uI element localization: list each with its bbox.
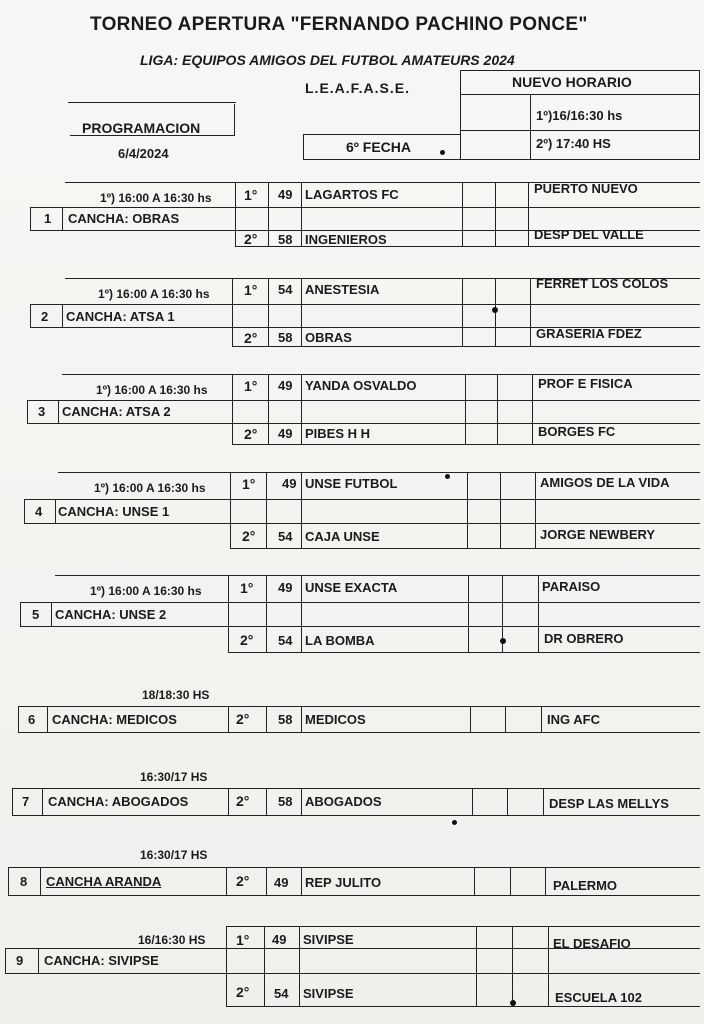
block-8-number: 8 <box>20 874 28 889</box>
block-9-match-1-away: EL DESAFIO <box>553 936 631 951</box>
block-5-match-2-away: DR OBRERO <box>544 631 624 646</box>
ink-speck <box>452 820 457 825</box>
ink-speck <box>440 150 445 155</box>
block-1-match-2-away: DESP DEL VALLE <box>534 227 644 242</box>
ink-speck <box>492 307 498 313</box>
block-2-match-1-away: FERRET LOS COLOS <box>536 276 669 291</box>
block-7-match-1-home: ABOGADOS <box>305 794 382 809</box>
block-2-match-2-category: 58 <box>278 330 293 345</box>
block-6-time: 18/18:30 HS <box>142 688 210 702</box>
block-2-match-1-category: 54 <box>278 282 293 297</box>
tournament-title: TORNEO APERTURA "FERNANDO PACHINO PONCE" <box>90 14 588 35</box>
block-5-time: 1º) 16:00 A 16:30 hs <box>90 584 202 598</box>
ink-speck <box>445 474 450 479</box>
block-4-match-2-home: CAJA UNSE <box>305 529 380 544</box>
block-1-match-1-home: LAGARTOS FC <box>305 187 399 202</box>
block-3-field: CANCHA: ATSA 2 <box>62 404 171 419</box>
block-9-time: 16/16:30 HS <box>138 933 206 947</box>
block-6-number: 6 <box>28 712 36 727</box>
block-4-number: 4 <box>35 504 43 519</box>
block-4-match-2-category: 54 <box>278 529 293 544</box>
organization-acronym: L.E.A.F.A.S.E. <box>305 80 411 96</box>
block-5-number: 5 <box>32 607 40 622</box>
block-5-match-1-division: 1° <box>240 580 254 596</box>
new-schedule-second: 2º) 17:40 HS <box>536 136 611 151</box>
block-9-match-2-division: 2° <box>236 984 250 1000</box>
block-9-match-2-home: SIVIPSE <box>303 986 354 1001</box>
block-4-match-2-away: JORGE NEWBERY <box>540 527 656 542</box>
new-schedule-title: NUEVO HORARIO <box>512 74 632 90</box>
block-6-match-1-division: 2° <box>236 711 250 727</box>
block-9-field: CANCHA: SIVIPSE <box>44 953 159 968</box>
block-5-match-2-home: LA BOMBA <box>305 633 375 648</box>
block-8-match-1-away: PALERMO <box>553 878 618 893</box>
block-2-number: 2 <box>41 309 49 324</box>
block-7-match-1-away: DESP LAS MELLYS <box>549 796 669 811</box>
ink-speck <box>510 1000 516 1006</box>
block-7-match-1-category: 58 <box>278 794 293 809</box>
block-7-time: 16:30/17 HS <box>140 770 208 784</box>
block-4-match-1-category: 49 <box>282 476 297 491</box>
block-1-match-2-category: 58 <box>278 232 293 247</box>
block-4-field: CANCHA: UNSE 1 <box>58 504 170 519</box>
block-5-match-1-category: 49 <box>278 580 293 595</box>
block-8-match-1-home: REP JULITO <box>305 875 382 890</box>
league-name: LIGA: EQUIPOS AMIGOS DEL FUTBOL AMATEURS 2024 <box>140 52 515 68</box>
block-2-match-1-division: 1° <box>244 282 258 298</box>
round-number: 6º FECHA <box>346 139 412 155</box>
block-9-number: 9 <box>16 953 24 968</box>
block-2-field: CANCHA: ATSA 1 <box>66 309 175 324</box>
block-6-field: CANCHA: MEDICOS <box>52 712 177 727</box>
block-8-match-1-category: 49 <box>274 875 289 890</box>
block-1-number: 1 <box>44 211 52 226</box>
block-9-match-1-category: 49 <box>272 932 287 947</box>
block-3-match-1-category: 49 <box>278 378 293 393</box>
block-1-field: CANCHA: OBRAS <box>68 211 180 226</box>
block-7-number: 7 <box>22 794 30 809</box>
block-2-time: 1º) 16:00 A 16:30 hs <box>98 287 210 301</box>
block-3-time: 1º) 16:00 A 16:30 hs <box>96 383 208 397</box>
block-4-match-1-home: UNSE FUTBOL <box>305 476 398 491</box>
block-3-match-2-division: 2° <box>244 426 258 442</box>
ink-speck <box>500 638 506 644</box>
block-3-match-2-category: 49 <box>278 426 293 441</box>
block-4-match-1-division: 1° <box>242 476 256 492</box>
block-6-match-1-home: MEDICOS <box>305 712 366 727</box>
block-1-match-1-category: 49 <box>278 187 293 202</box>
block-3-match-2-home: PIBES H H <box>305 426 371 441</box>
block-7-field: CANCHA: ABOGADOS <box>48 794 189 809</box>
block-4-match-1-away: AMIGOS DE LA VIDA <box>540 475 670 490</box>
block-2-match-2-division: 2° <box>244 330 258 346</box>
block-6-match-1-away: ING AFC <box>547 712 600 727</box>
block-2-match-2-away: GRASERIA FDEZ <box>536 326 642 341</box>
block-1-match-2-home: INGENIEROS <box>305 232 387 247</box>
block-5-field: CANCHA: UNSE 2 <box>55 607 167 622</box>
block-2-match-1-home: ANESTESIA <box>305 282 380 297</box>
block-8-match-1-division: 2° <box>236 873 250 889</box>
block-6-match-1-category: 58 <box>278 712 293 727</box>
new-schedule-first: 1º)16/16:30 hs <box>536 108 623 123</box>
block-5-match-1-home: UNSE EXACTA <box>305 580 398 595</box>
block-9-match-1-home: SIVIPSE <box>303 932 354 947</box>
block-4-match-2-division: 2° <box>242 528 256 544</box>
schedule-date: 6/4/2024 <box>118 146 169 161</box>
block-1-time: 1º) 16:00 A 16:30 hs <box>100 191 212 205</box>
block-9-match-2-away: ESCUELA 102 <box>555 990 642 1005</box>
block-4-time: 1º) 16:00 A 16:30 hs <box>94 481 206 495</box>
block-9-match-1-division: 1° <box>236 932 250 948</box>
block-5-match-2-category: 54 <box>278 633 293 648</box>
block-3-match-1-division: 1° <box>244 378 258 394</box>
block-5-match-2-division: 2° <box>240 632 254 648</box>
block-8-field: CANCHA ARANDA <box>46 874 162 889</box>
block-9-match-2-category: 54 <box>274 986 289 1001</box>
block-7-match-1-division: 2° <box>236 793 250 809</box>
block-5-match-1-away: PARAISO <box>542 579 601 594</box>
programacion-label: PROGRAMACION <box>82 120 201 136</box>
block-3-match-1-home: YANDA OSVALDO <box>305 378 417 393</box>
block-1-match-1-away: PUERTO NUEVO <box>534 181 638 196</box>
block-3-match-1-away: PROF E FISICA <box>538 376 633 391</box>
block-1-match-2-division: 2° <box>244 231 258 247</box>
block-2-match-2-home: OBRAS <box>305 330 352 345</box>
block-1-match-1-division: 1° <box>244 187 258 203</box>
block-3-number: 3 <box>38 404 46 419</box>
block-8-time: 16:30/17 HS <box>140 848 208 862</box>
block-3-match-2-away: BORGES FC <box>538 424 616 439</box>
